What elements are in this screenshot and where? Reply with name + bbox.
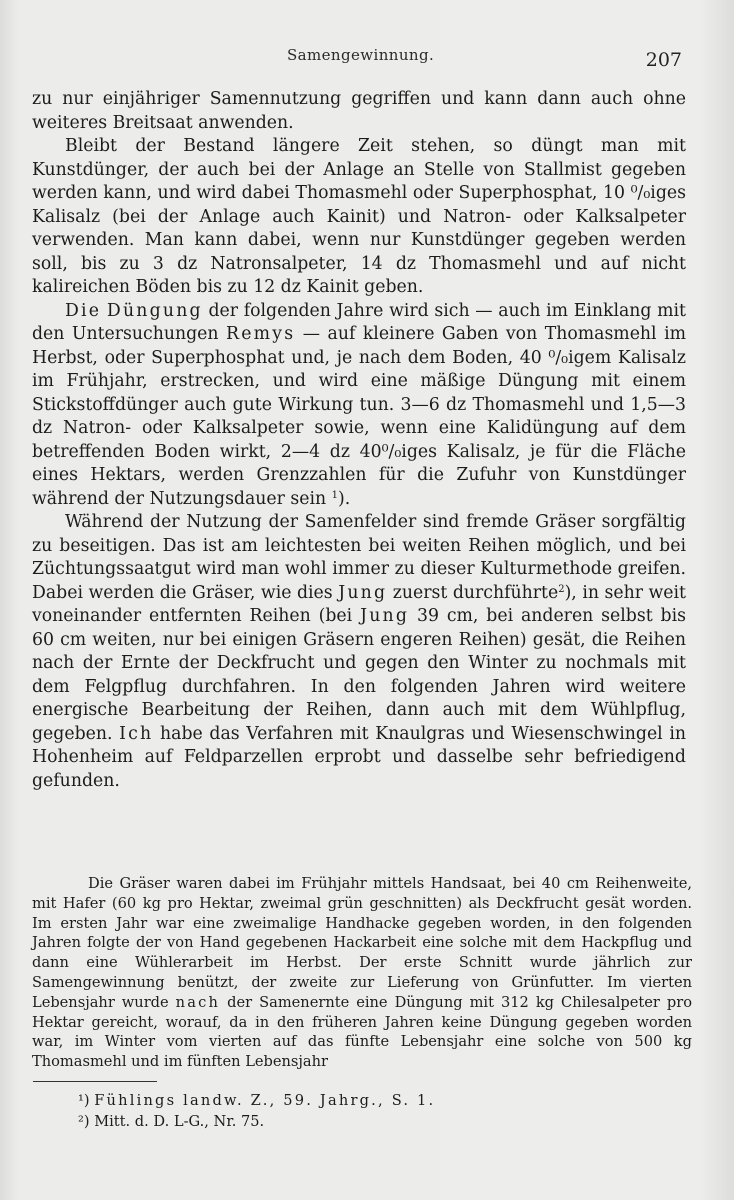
paragraph-4-text-b: zuerst durchführte bbox=[387, 582, 559, 603]
spaced-word: nach bbox=[175, 993, 221, 1011]
spaced-word: Düngung bbox=[106, 300, 203, 321]
small-print-note bbox=[32, 874, 692, 1072]
footnote-2 bbox=[78, 1111, 435, 1132]
footnote-ref-2: 2 bbox=[558, 583, 565, 595]
paragraph-3-text-a: der folgenden Jahre wird sich — auch im Einklang mit den Untersuchungen bbox=[32, 300, 687, 344]
footnote-marker: ¹) bbox=[78, 1092, 90, 1109]
footnote-ref-1: 1 bbox=[331, 489, 339, 501]
footnote-marker: ²) bbox=[78, 1113, 90, 1130]
footnote-text: Mitt. d. D. L-G., Nr. 75. bbox=[94, 1113, 265, 1130]
small-print-text-b: der Samenernte eine Düngung mit 312 kg Chilesalpeter pro Hektar gereicht, worauf, da in den früheren Jahren keine Düngung gegeben worden war, im Winter vom vierten auf das fünfte Lebensjahr eine solche von 500 kg Thomasmehl und im fünften Lebensjahr bbox=[32, 993, 692, 1071]
running-title: Samengewinnung. bbox=[287, 46, 435, 64]
page-number: 207 bbox=[645, 49, 682, 71]
footnotes bbox=[78, 1090, 435, 1132]
paragraph-1: zu nur einjähriger Samennutzung gegriffen und kann dann auch ohne weiteres Breitsaat anwenden. bbox=[32, 89, 686, 133]
paragraph-4-text-d: 39 cm, bei anderen selbst bis 60 cm weiten, nur bei einigen Gräsern engeren Reihen) gesät, die Reihen nach der Ernte der Deckfrucht und gegen den Winter zu nochmals mit dem Felgpflug durchfahren. In den folgenden Jahren wird weitere energische Bearbeitung der Reihen, dann auch mit dem Wühlpflug, gegeben. bbox=[32, 606, 686, 744]
spaced-word: Ich bbox=[119, 723, 154, 744]
paragraph-3-text-end: ). bbox=[338, 488, 351, 509]
paragraph-3 bbox=[32, 300, 686, 512]
running-head bbox=[0, 46, 734, 70]
small-print-text-a: Die Gräser waren dabei im Frühjahr mittels Handsaat, bei 40 cm Reihenweite, mit Hafer (60 kg pro Hektar, zweimal grün geschnitten) als Deckfrucht gesät worden. Im ersten Jahr war eine zweimalige Handhacke gegeben worden, in den folgenden Jahren folgte der von Hand gegebenen Hackarbeit eine solche mit dem Hackpflug und dann eine Wühlerarbeit im Herbst. Der erste Schnitt wurde jährlich zur Samengewinnung benützt, der zweite zur Lieferung von Grünfutter. Im vierten Lebensjahr wurde bbox=[32, 875, 692, 1011]
author-name-jung: Jung bbox=[360, 606, 410, 626]
author-name-remys: Remys bbox=[226, 324, 296, 344]
paragraph-3-text-b: — auf kleinere Gaben von Thomasmehl im Herbst, oder Superphosphat und, je nach dem Boden, 40 ⁰/₀igem Kalisalz im Frühjahr, erstrecken, und wird eine mäßige Düngung mit einem Stickstoffdünger auch gute Wirkung tun. 3—6 dz Thomasmehl und 1,5—3 dz Natron- oder Kalksalpeter sowie, wenn eine Kalidüngung auf dem betreffenden Boden wirkt, 2—4 dz 40⁰/₀iges Kalisalz, je für die Fläche eines Hektars, werden Grenzzahlen für die Zufuhr von Kunstdünger während der Nutzungsdauer sein bbox=[32, 324, 686, 509]
footnote-text: Fühlings landw. Z., 59. Jahrg., S. 1. bbox=[94, 1092, 436, 1109]
spaced-word: Die bbox=[65, 300, 102, 321]
main-text bbox=[32, 88, 686, 793]
paragraph-4-text-c: ), in sehr weit voneinander entfernten Reihen (bei bbox=[32, 582, 687, 626]
paragraph-2: Bleibt der Bestand längere Zeit stehen, so düngt man mit Kunstdünger, der auch bei der Anlage an Stelle von Stallmist gegeben werden kann, und wird dabei Thomasmehl oder Superphosphat, 10 ⁰/₀iges Kalisalz (bei der Anlage auch Kainit) und Natron- oder Kalksalpeter verwenden. Man kann dabei, wenn nur Kunstdünger gegeben werden soll, bis zu 3 dz Natronsalpeter, 14 dz Thomasmehl und auf nicht kalireichen Böden bis zu 12 dz Kainit geben. bbox=[32, 136, 686, 297]
paragraph-4-text-a: Während der Nutzung der Samenfelder sind fremde Gräser sorgfältig zu beseitigen. Das ist am leichtesten bei weiten Reihen möglich, und bei Züchtungssaatgut wird man wohl immer zu dieser Kulturmethode greifen. Dabei werden die Gräser, wie dies bbox=[32, 512, 686, 603]
footnote-1 bbox=[78, 1090, 435, 1111]
footnote-divider bbox=[33, 1081, 157, 1082]
author-name-jung: Jung bbox=[338, 582, 388, 603]
paragraph-4-text-e: habe das Verfahren mit Knaulgras und Wiesenschwingel in Hohenheim auf Feldparzellen erprobt und dasselbe sehr befriedigend gefunden. bbox=[32, 723, 686, 791]
paragraph-4 bbox=[32, 511, 686, 793]
